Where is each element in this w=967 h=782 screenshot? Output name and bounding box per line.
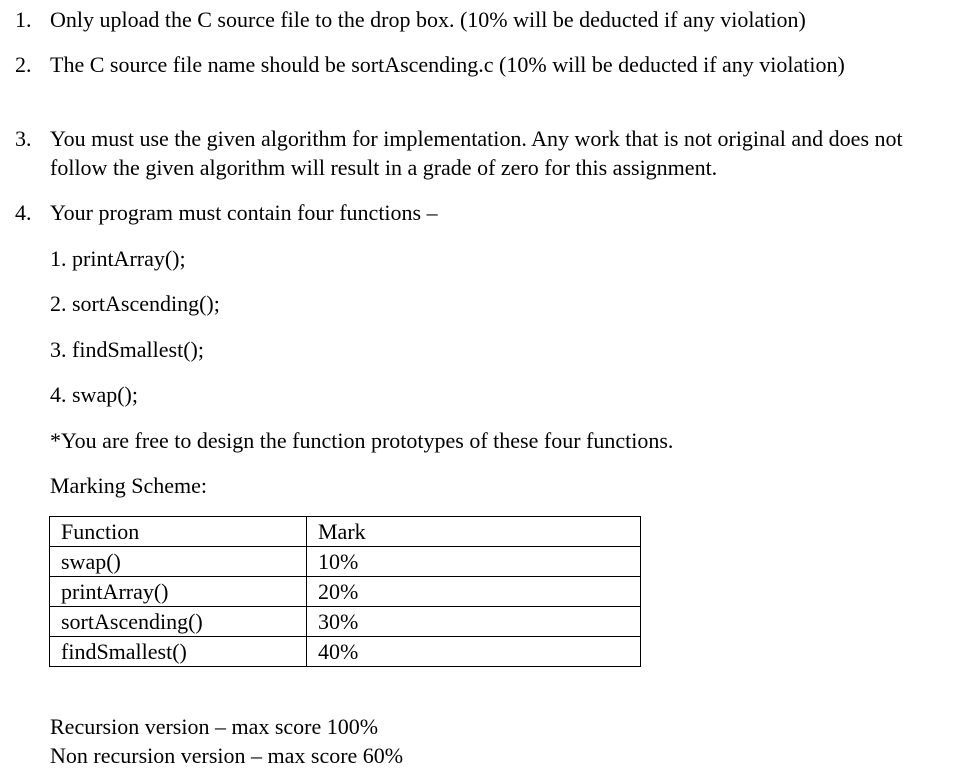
prototype-note: *You are free to design the function prototypes of these four functions. xyxy=(50,428,674,453)
table-cell: 20% xyxy=(307,577,641,607)
table-cell: swap() xyxy=(50,547,307,577)
table-cell: 10% xyxy=(307,547,641,577)
table-cell: findSmallest() xyxy=(50,637,307,667)
list-number: 4. xyxy=(15,200,32,225)
list-number: 2. xyxy=(15,52,32,77)
table-row xyxy=(50,547,641,577)
table-row xyxy=(50,607,641,637)
table-header-row xyxy=(50,517,641,547)
table-row xyxy=(50,577,641,607)
list-number: 3. xyxy=(15,126,32,151)
non-recursion-note: Non recursion version – max score 60% xyxy=(50,743,404,768)
list-number: 1. xyxy=(15,7,32,32)
table-header-cell: Function xyxy=(50,517,307,547)
marking-scheme-table xyxy=(49,516,641,667)
list-text: Only upload the C source file to the drop box. (10% will be deducted if any violation) xyxy=(50,7,806,32)
function-item-find-smallest: 3. findSmallest(); xyxy=(50,337,204,362)
recursion-note: Recursion version – max score 100% xyxy=(50,714,379,739)
table-cell: printArray() xyxy=(50,577,307,607)
table-cell: 40% xyxy=(307,637,641,667)
list-text: The C source file name should be sortAscending.c (10% will be deducted if any violation) xyxy=(50,52,845,77)
function-item-sort-ascending: 2. sortAscending(); xyxy=(50,291,220,316)
marking-scheme-title: Marking Scheme: xyxy=(50,473,208,498)
table-cell: sortAscending() xyxy=(50,607,307,637)
function-item-swap: 4. swap(); xyxy=(50,382,138,407)
table-row xyxy=(50,637,641,667)
table-cell: 30% xyxy=(307,607,641,637)
function-item-print-array: 1. printArray(); xyxy=(50,246,186,271)
list-text: Your program must contain four functions – xyxy=(50,200,438,225)
list-text: You must use the given algorithm for implementation. Any work that is not original and does not follow the given algorithm will result in a grade of zero for this assignment. xyxy=(50,126,903,180)
table-header-cell: Mark xyxy=(307,517,641,547)
